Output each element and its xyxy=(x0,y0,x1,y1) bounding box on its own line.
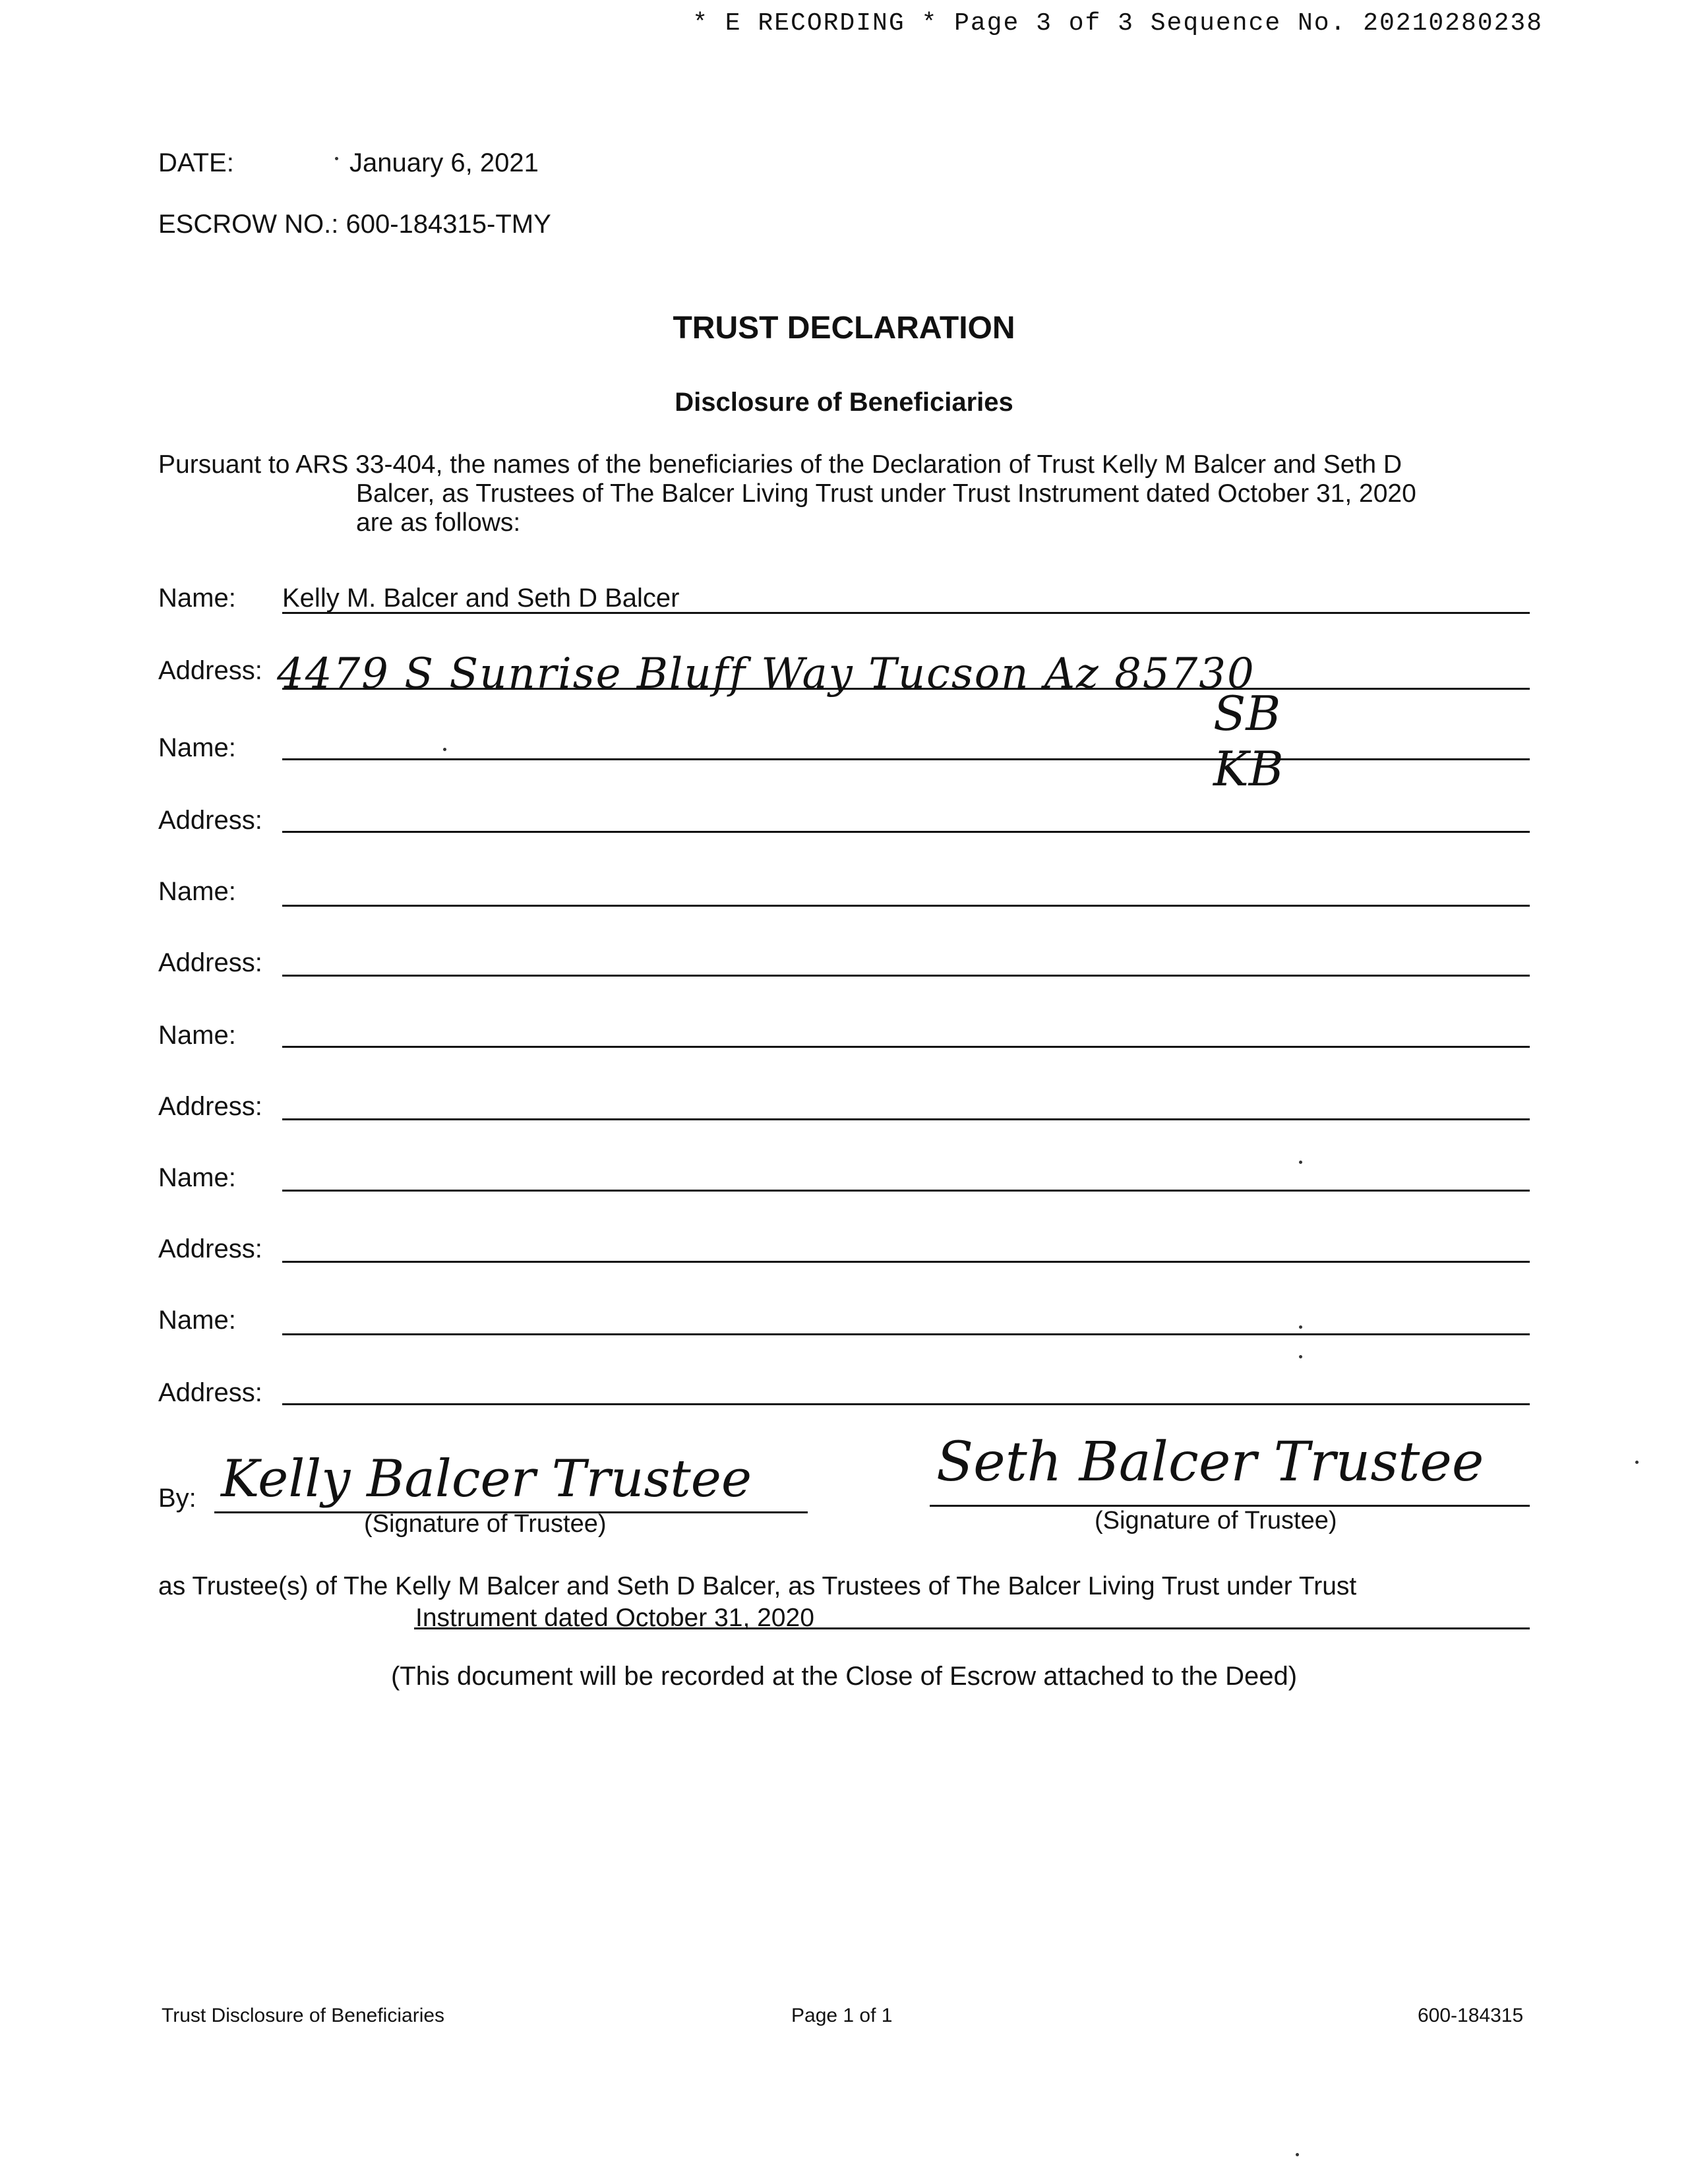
document-title: TRUST DECLARATION xyxy=(673,311,1015,346)
signature-caption-1: (Signature of Trustee) xyxy=(364,1510,607,1538)
beneficiary-2-address-label: Address: xyxy=(158,806,262,835)
beneficiary-3-name-line xyxy=(282,905,1530,907)
by-label: By: xyxy=(158,1484,196,1513)
intro-line-2: Balcer, as Trustees of The Balcer Living Trust under Trust Instrument dated October 31, 2020 xyxy=(356,479,1416,508)
escrow-value: 600-184315-TMY xyxy=(346,210,551,239)
beneficiary-1-name-value: Kelly M. Balcer and Seth D Balcer xyxy=(282,584,680,613)
trustee-statement-line-1: as Trustee(s) of The Kelly M Balcer and Seth D Balcer, as Trustees of The Balcer Living Trust under Trust xyxy=(158,1572,1357,1600)
beneficiary-1-address-value: 4479 S Sunrise Bluff Way Tucson Az 85730 xyxy=(277,650,1255,698)
beneficiary-5-name-label: Name: xyxy=(158,1163,236,1192)
beneficiary-1-address-line xyxy=(282,688,1530,690)
trustee-statement-underline xyxy=(414,1627,1530,1629)
beneficiary-3-address-label: Address: xyxy=(158,948,262,977)
footer-right: 600-184315 xyxy=(1418,2005,1524,2026)
date-value: January 6, 2021 xyxy=(349,148,539,177)
closing-note: (This document will be recorded at the Close of Escrow attached to the Deed) xyxy=(390,1662,1298,1691)
trustee-statement-line-2: Instrument dated October 31, 2020 xyxy=(415,1604,814,1632)
footer-left: Trust Disclosure of Beneficiaries xyxy=(162,2005,445,2026)
beneficiary-3-address-line xyxy=(282,975,1530,977)
date-row xyxy=(158,148,539,178)
beneficiary-6-address-label: Address: xyxy=(158,1378,262,1407)
beneficiary-4-address-label: Address: xyxy=(158,1092,262,1121)
scan-speck xyxy=(1299,1161,1302,1164)
beneficiary-6-name-line xyxy=(282,1333,1530,1335)
scan-speck xyxy=(335,157,338,160)
scan-speck xyxy=(1299,1325,1302,1329)
beneficiary-5-address-line xyxy=(282,1261,1530,1263)
beneficiary-3-name-label: Name: xyxy=(158,877,236,906)
intro-paragraph xyxy=(158,450,1530,537)
escrow-label: ESCROW NO.: xyxy=(158,210,339,239)
escrow-row xyxy=(158,210,551,239)
beneficiary-5-name-line xyxy=(282,1190,1530,1192)
recording-stamp: * E RECORDING * Page 3 of 3 Sequence No. 20210280238 xyxy=(692,9,1543,38)
date-label: DATE: xyxy=(158,148,234,177)
document-subtitle: Disclosure of Beneficiaries xyxy=(675,388,1013,417)
trustee-signature-1: Kelly Balcer Trustee xyxy=(221,1449,752,1509)
handwritten-initials: SB KB xyxy=(1213,686,1284,797)
intro-line-3: are as follows: xyxy=(356,508,521,537)
beneficiary-2-name-label: Name: xyxy=(158,733,236,762)
beneficiary-1-address-label: Address: xyxy=(158,656,262,685)
beneficiary-2-address-line xyxy=(282,831,1530,833)
scan-speck xyxy=(443,748,446,751)
beneficiary-5-address-label: Address: xyxy=(158,1234,262,1263)
scan-speck xyxy=(1299,1355,1302,1358)
beneficiary-4-name-label: Name: xyxy=(158,1021,236,1050)
intro-line-1: Pursuant to ARS 33-404, the names of the beneficiaries of the Declaration of Trust Kelly M Balcer and Seth D xyxy=(158,450,1402,479)
beneficiary-4-name-line xyxy=(282,1046,1530,1048)
beneficiary-1-name-line xyxy=(282,612,1530,614)
signature-caption-2: (Signature of Trustee) xyxy=(1095,1507,1337,1534)
scan-speck xyxy=(1635,1461,1639,1464)
trustee-statement xyxy=(158,1571,1530,1634)
beneficiary-6-address-line xyxy=(282,1403,1530,1405)
beneficiary-6-name-label: Name: xyxy=(158,1306,236,1335)
scan-speck xyxy=(1296,2153,1299,2156)
beneficiary-2-name-line xyxy=(282,758,1530,760)
beneficiary-4-address-line xyxy=(282,1118,1530,1120)
trustee-signature-2: Seth Balcer Trustee xyxy=(936,1431,1484,1494)
footer-page-number: Page 1 of 1 xyxy=(791,2005,893,2026)
beneficiary-1-name-label: Name: xyxy=(158,584,236,613)
